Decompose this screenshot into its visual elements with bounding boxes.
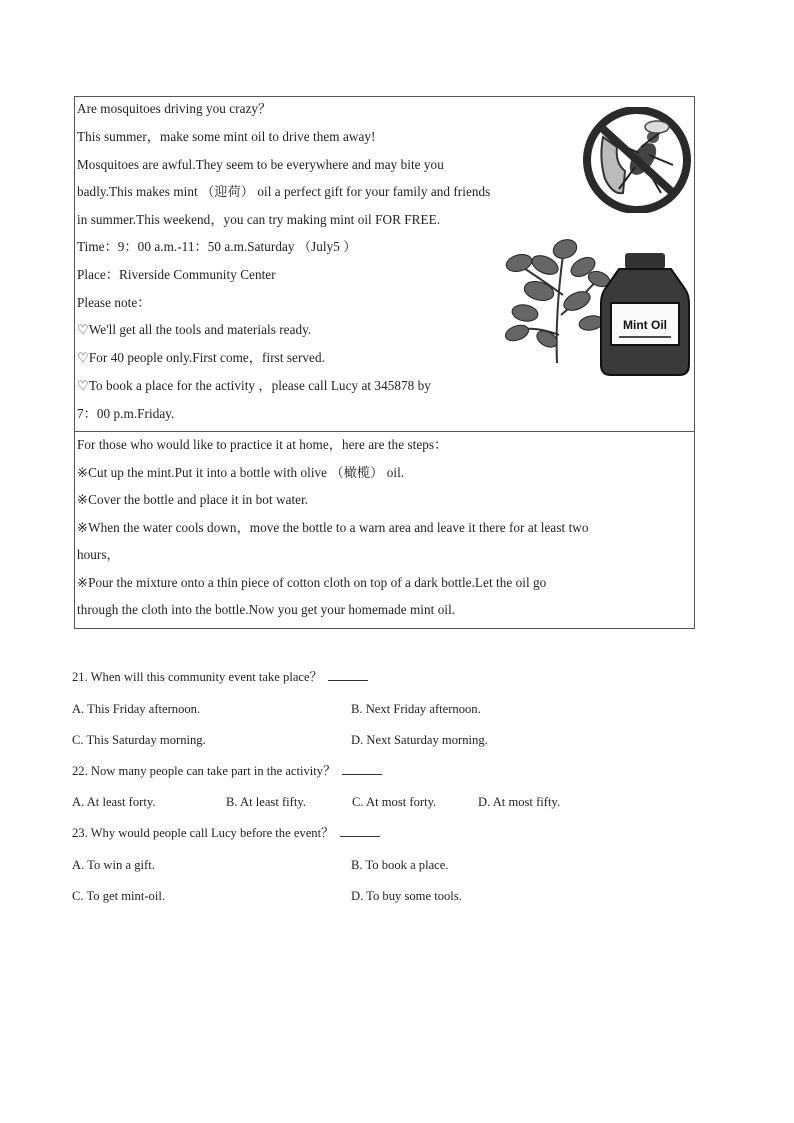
- option[interactable]: A. This Friday afternoon.: [72, 702, 201, 716]
- event-time: Time：9：00 a.m.-11：50 a.m.Saturday （July5 ）: [77, 239, 357, 254]
- question-23: [72, 825, 380, 841]
- question-text: 21. When will this community event take place？: [72, 670, 323, 684]
- section-divider: [75, 431, 694, 432]
- notice-line: ♡To book a place for the activity ，please call Lucy at 345878 by: [77, 378, 431, 393]
- option[interactable]: D. To buy some tools.: [351, 889, 462, 903]
- mint-oil-bottle-icon: [597, 251, 693, 377]
- steps-intro: For those who would like to practice it at home，here are the steps：: [77, 437, 448, 452]
- step-line: ※Pour the mixture onto a thin piece of cotton cloth on top of a dark bottle.Let the oil go: [77, 575, 547, 590]
- notice-line: badly.This makes mint （迎荷） oil a perfect gift for your family and friends: [77, 184, 491, 199]
- step-line: ※When the water cools down，move the bottle to a warn area and leave it there for at least two: [77, 520, 589, 535]
- step-line: through the cloth into the bottle.Now you get your homemade mint oil.: [77, 602, 456, 617]
- answer-blank[interactable]: [340, 826, 380, 837]
- option[interactable]: B. At least fifty.: [226, 795, 306, 809]
- notice-line: in summer.This weekend，you can try making mint oil FOR FREE.: [77, 212, 441, 227]
- no-mosquito-icon: [581, 107, 693, 213]
- option[interactable]: C. To get mint-oil.: [72, 889, 165, 903]
- step-line: ※Cut up the mint.Put it into a bottle with olive （橄榄） oil.: [77, 465, 405, 480]
- notice-line: 7：00 p.m.Friday.: [77, 406, 175, 421]
- option[interactable]: B. To book a place.: [351, 858, 449, 872]
- question-text: 23. Why would people call Lucy before the event？: [72, 826, 334, 840]
- answer-blank[interactable]: [328, 670, 368, 681]
- notice-box: [74, 96, 695, 629]
- step-line: hours，: [77, 547, 120, 562]
- notice-heading: Are mosquitoes driving you crazy？: [77, 101, 272, 116]
- option[interactable]: D. Next Saturday morning.: [351, 733, 488, 747]
- event-place: Place：Riverside Community Center: [77, 267, 276, 282]
- answer-blank[interactable]: [342, 764, 382, 775]
- question-21: [72, 669, 368, 685]
- option[interactable]: C. At most forty.: [352, 795, 437, 809]
- option[interactable]: A. At least forty.: [72, 795, 156, 809]
- option[interactable]: B. Next Friday afternoon.: [351, 702, 481, 716]
- question-text: 22. Now many people can take part in the activity？: [72, 764, 336, 778]
- bottle-label: Mint Oil: [623, 318, 667, 332]
- option[interactable]: D. At most fifty.: [478, 795, 561, 809]
- notice-line: Mosquitoes are awful.They seem to be everywhere and may bite you: [77, 157, 444, 172]
- option[interactable]: A. To win a gift.: [72, 858, 155, 872]
- mint-plant-icon: [505, 235, 610, 365]
- notice-line: This summer，make some mint oil to drive them away!: [77, 129, 376, 144]
- notice-line: Please note：: [77, 295, 151, 310]
- option[interactable]: C. This Saturday morning.: [72, 733, 206, 747]
- notice-line: ♡We'll get all the tools and materials ready.: [77, 322, 312, 337]
- step-line: ※Cover the bottle and place it in bot water.: [77, 492, 309, 507]
- question-22: [72, 763, 382, 779]
- notice-line: ♡For 40 people only.First come，first served.: [77, 350, 325, 365]
